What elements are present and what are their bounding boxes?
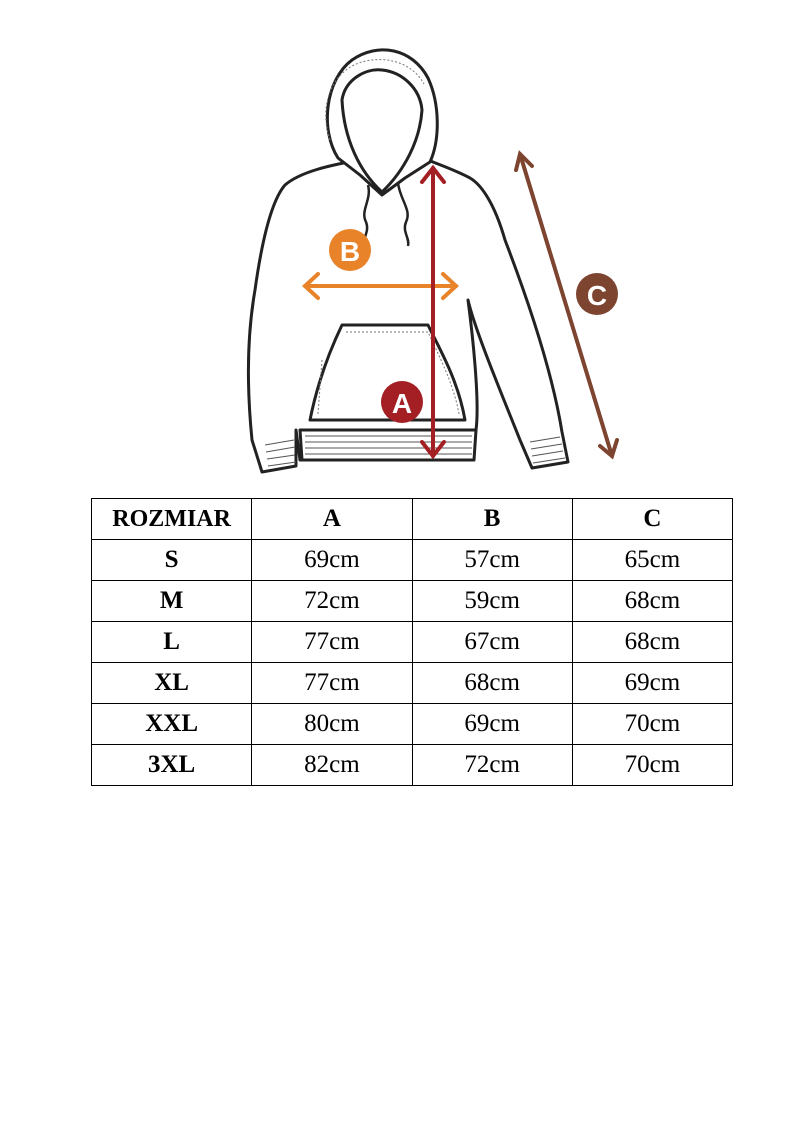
value-c: 68cm xyxy=(572,622,732,663)
marker-b-letter: B xyxy=(339,236,361,267)
size-cell: 3XL xyxy=(92,745,252,786)
size-cell: S xyxy=(92,540,252,581)
value-a: 77cm xyxy=(252,622,412,663)
size-cell: M xyxy=(92,581,252,622)
size-cell: L xyxy=(92,622,252,663)
header-b: B xyxy=(412,499,572,540)
size-table xyxy=(91,498,733,786)
value-b: 68cm xyxy=(412,663,572,704)
header-a: A xyxy=(252,499,412,540)
header-c: C xyxy=(572,499,732,540)
table-row xyxy=(92,745,733,786)
value-a: 82cm xyxy=(252,745,412,786)
table-row xyxy=(92,622,733,663)
value-c: 68cm xyxy=(572,581,732,622)
table-row xyxy=(92,663,733,704)
value-b: 67cm xyxy=(412,622,572,663)
value-b: 69cm xyxy=(412,704,572,745)
value-b: 72cm xyxy=(412,745,572,786)
marker-c-badge xyxy=(576,273,618,315)
value-b: 59cm xyxy=(412,581,572,622)
table-row xyxy=(92,704,733,745)
value-a: 77cm xyxy=(252,663,412,704)
header-size: ROZMIAR xyxy=(92,499,252,540)
value-a: 72cm xyxy=(252,581,412,622)
marker-a-letter: A xyxy=(391,388,413,419)
value-c: 69cm xyxy=(572,663,732,704)
value-b: 57cm xyxy=(412,540,572,581)
value-c: 65cm xyxy=(572,540,732,581)
marker-a-badge xyxy=(381,381,423,423)
marker-c-letter: C xyxy=(586,280,608,311)
table-row xyxy=(92,581,733,622)
table-row xyxy=(92,540,733,581)
value-a: 69cm xyxy=(252,540,412,581)
hoodie-diagram xyxy=(0,0,794,490)
value-c: 70cm xyxy=(572,745,732,786)
table-header-row xyxy=(92,499,733,540)
size-cell: XL xyxy=(92,663,252,704)
value-c: 70cm xyxy=(572,704,732,745)
marker-b-badge xyxy=(329,229,371,271)
size-cell: XXL xyxy=(92,704,252,745)
value-a: 80cm xyxy=(252,704,412,745)
